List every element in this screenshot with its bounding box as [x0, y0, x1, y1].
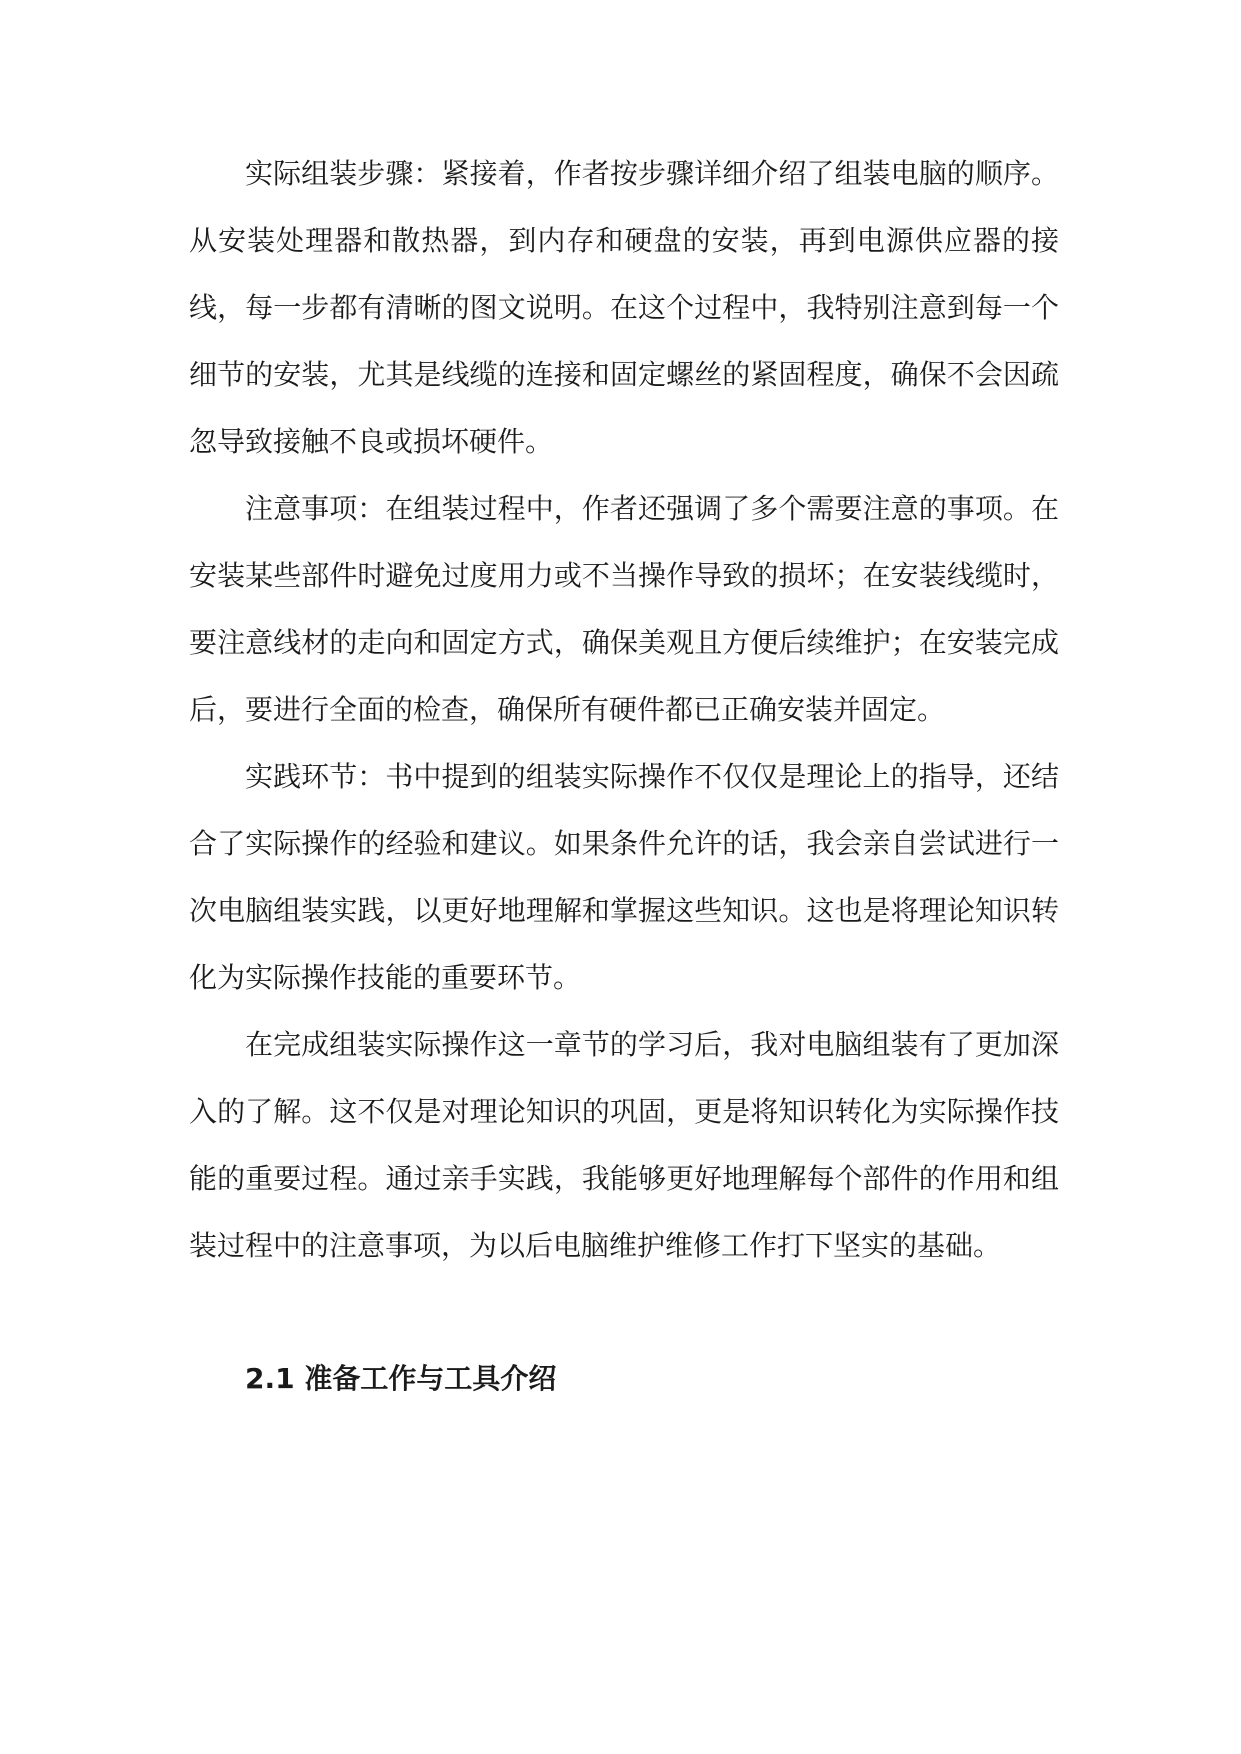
paragraph-assembly-steps: 实际组装步骤：紧接着，作者按步骤详细介绍了组装电脑的顺序。从安装处理器和散热器，到内存和硬盘的安装，再到电源供应器的接线，每一步都有清晰的图文说明。在这个过程中，我特别注意到每一个细节的安装，尤其是线缆的连接和固定螺丝的紧固程度，确保不会因疏忽导致接触不良或损坏硬件。: [189, 157, 1059, 458]
page-content: [189, 140, 1059, 1412]
paragraph-precautions: 注意事项：在组装过程中，作者还强调了多个需要注意的事项。在安装某些部件时避免过度用力或不当操作导致的损坏；在安装线缆时，要注意线材的走向和固定方式，确保美观且方便后续维护；在安装完成后，要进行全面的检查，确保所有硬件都已正确安装并固定。: [189, 492, 1059, 726]
paragraph-practice: 实践环节：书中提到的组装实际操作不仅仅是理论上的指导，还结合了实际操作的经验和建议。如果条件允许的话，我会亲自尝试进行一次电脑组装实践，以更好地理解和掌握这些知识。这也是将理论知识转化为实际操作技能的重要环节。: [189, 760, 1059, 994]
paragraph-summary: 在完成组装实际操作这一章节的学习后，我对电脑组装有了更加深入的了解。这不仅是对理论知识的巩固，更是将知识转化为实际操作技能的重要过程。通过亲手实践，我能够更好地理解每个部件的作用和组装过程中的注意事项，为以后电脑维护维修工作打下坚实的基础。: [189, 1028, 1059, 1262]
section-heading: 2.1 准备工作与工具介绍: [245, 1362, 557, 1395]
